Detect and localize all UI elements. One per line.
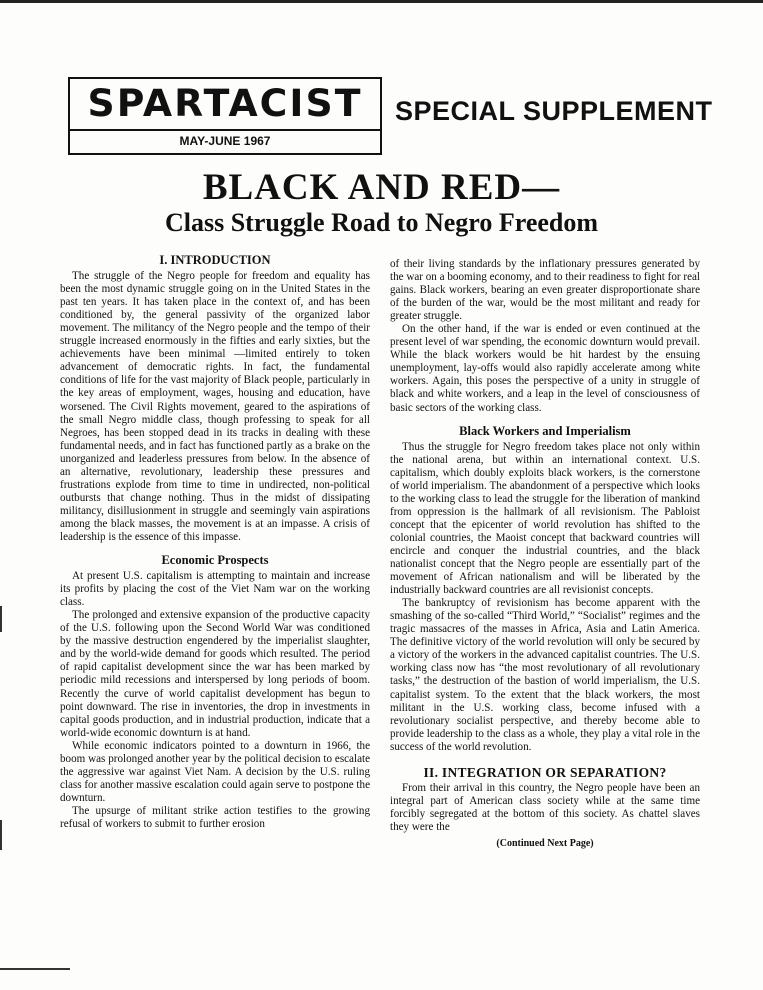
masthead-divider: [70, 129, 380, 131]
issue-date: MAY-JUNE 1967: [179, 134, 271, 148]
spartacist-logo: SPARTACIST: [87, 82, 363, 125]
paragraph: On the other hand, if the war is ended or even continued at the present level of war spending, the economic downturn would prevail. While the black workers would be hit hardest by the ensuing unemployment, lay-offs would also rapidly accelerate among white workers. Again, this poses the perspective of a unity in struggle of black and white workers, and a leap in the level of consciousness of basic sectors of the working class.: [390, 323, 700, 414]
paragraph: of their living standards by the inflationary pressures generated by the war on a booming economy, and to their readiness to fight for real gains. Black workers, bearing an even greater disproportionate share of the burden of the war, would be the most militant and ready for greater struggle.: [390, 258, 700, 323]
margin-mark: [0, 606, 2, 632]
paragraph: The prolonged and extensive expansion of the productive capacity of the U.S. following upon the Second World War was conditioned by the massive destruction engendered by the imperialist slaughter, and by the world-wide demand for goods which resulted. The period of rapid capitalist development since the war has been marked by periodic mild recessions and interspersed by long periods of boom. Recently the curve of world capitalist development has begun to point downward. The rise in inventories, the drop in investments in capital goods production, and in industrial production, indicate that a world-wide economic downturn is at hand.: [60, 609, 370, 739]
paragraph: Thus the struggle for Negro freedom takes place not only within the national arena, but within an international context. U.S. capitalism, which doubly exploits black workers, is the cornerstone of world imperialism. The abandonment of a perspective which looks to the working class to lead the struggle for the liberation of mankind from oppression is the hallmark of all revisionism. The Pabloist concept that the epicenter of world revolution has shifted to the colonial countries, the Maoist concept that backward countries will encircle and conquer the industrial countries, and the black nationalist concept that the Negro people are essentially part of the movement of African nationalism and will be liberated by the industrially backward countries are all revisionist concepts.: [390, 440, 700, 597]
continued-next-page: (Continued Next Page): [496, 837, 594, 849]
top-edge-rule: [0, 0, 763, 3]
section-heading-black-workers: Black Workers and Imperialism: [459, 423, 631, 438]
section-heading-introduction: I. INTRODUCTION: [159, 253, 271, 267]
subheadline: Class Struggle Road to Negro Freedom: [164, 208, 599, 237]
column-right: [390, 258, 700, 850]
masthead: [68, 77, 382, 155]
special-supplement-label: SPECIAL SUPPLEMENT: [395, 96, 713, 126]
paragraph: At present U.S. capitalism is attempting to maintain and increase its profits by placing the cost of the Viet Nam war on the working class.: [60, 570, 370, 609]
paragraph: While economic indicators pointed to a downturn in 1966, the boom was prolonged another year by the political decision to escalate the aggressive war against Viet Nam. A decision by the U.S. ruling class for another massive escalation could again serve to postpone the downturn.: [60, 739, 370, 804]
headline: BLACK AND RED—: [202, 167, 561, 208]
margin-mark: [0, 820, 2, 850]
section-heading-integration: II. INTEGRATION OR SEPARATION?: [423, 764, 667, 780]
section-heading-economic-prospects: Economic Prospects: [161, 553, 269, 568]
column-left: [60, 254, 370, 831]
paragraph: The upsurge of militant strike action testifies to the growing refusal of workers to submit to further erosion: [60, 804, 370, 830]
paragraph: The struggle of the Negro people for freedom and equality has been the most dynamic struggle going on in the United States in the past ten years. It has taken place in the context of, and has been conditioned by, the general passivity of the organized labor movement. The militancy of the Negro people and the tempo of their struggle increased enormously in the fifties and early sixties, but the achievements have been minimal —limited entirely to token advancement of democratic rights. In fact, the fundamental conditions of life for the vast majority of Black people, particularly in the key areas of employment, wages, housing and education, have worsened. The Civil Rights movement, geared to the aspirations of the small Negro middle class, though professing to speak for all Negroes, has been stopped dead in its tracks in dealing with these fundamental needs, and in fact has functioned partly as a brake on the unorganized and leaderless pressures from below. In the absence of an alternative, revolutionary, leadership these pressures and frustrations explode from time to time in undirected, non-political outbursts that change nothing. Thus in the midst of dissipating militancy, disillusionment in struggle and seemingly vain aspirations among the black masses, the movement is at an impasse. A crisis of leadership is the essence of this impasse.: [60, 270, 370, 543]
paragraph: From their arrival in this country, the Negro people have been an integral part of American class society while at the same time forcibly segregated at the bottom of this society. As chattel slaves they were the: [390, 781, 700, 833]
bottom-edge-mark: [0, 968, 70, 970]
paragraph: The bankruptcy of revisionism has become apparent with the smashing of the so-called “Third World,” “Socialist” regimes and the tragic massacres of the masses in Africa, Asia and Latin America. The definitive victory of the world revolution will only be secured by a victory of the workers in the advanced capitalist countries. The U.S. working class now has “the most revolutionary of all revolutionary tasks,” the destruction of the bastion of world imperialism, the U.S. capitalist system. To the extent that the black workers, the most militant in the U.S. working class, become infused with a revolutionary socialist perspective, and thereby become able to provide leadership to the class as a whole, they play a vital role in the success of the world revolution.: [390, 597, 700, 753]
